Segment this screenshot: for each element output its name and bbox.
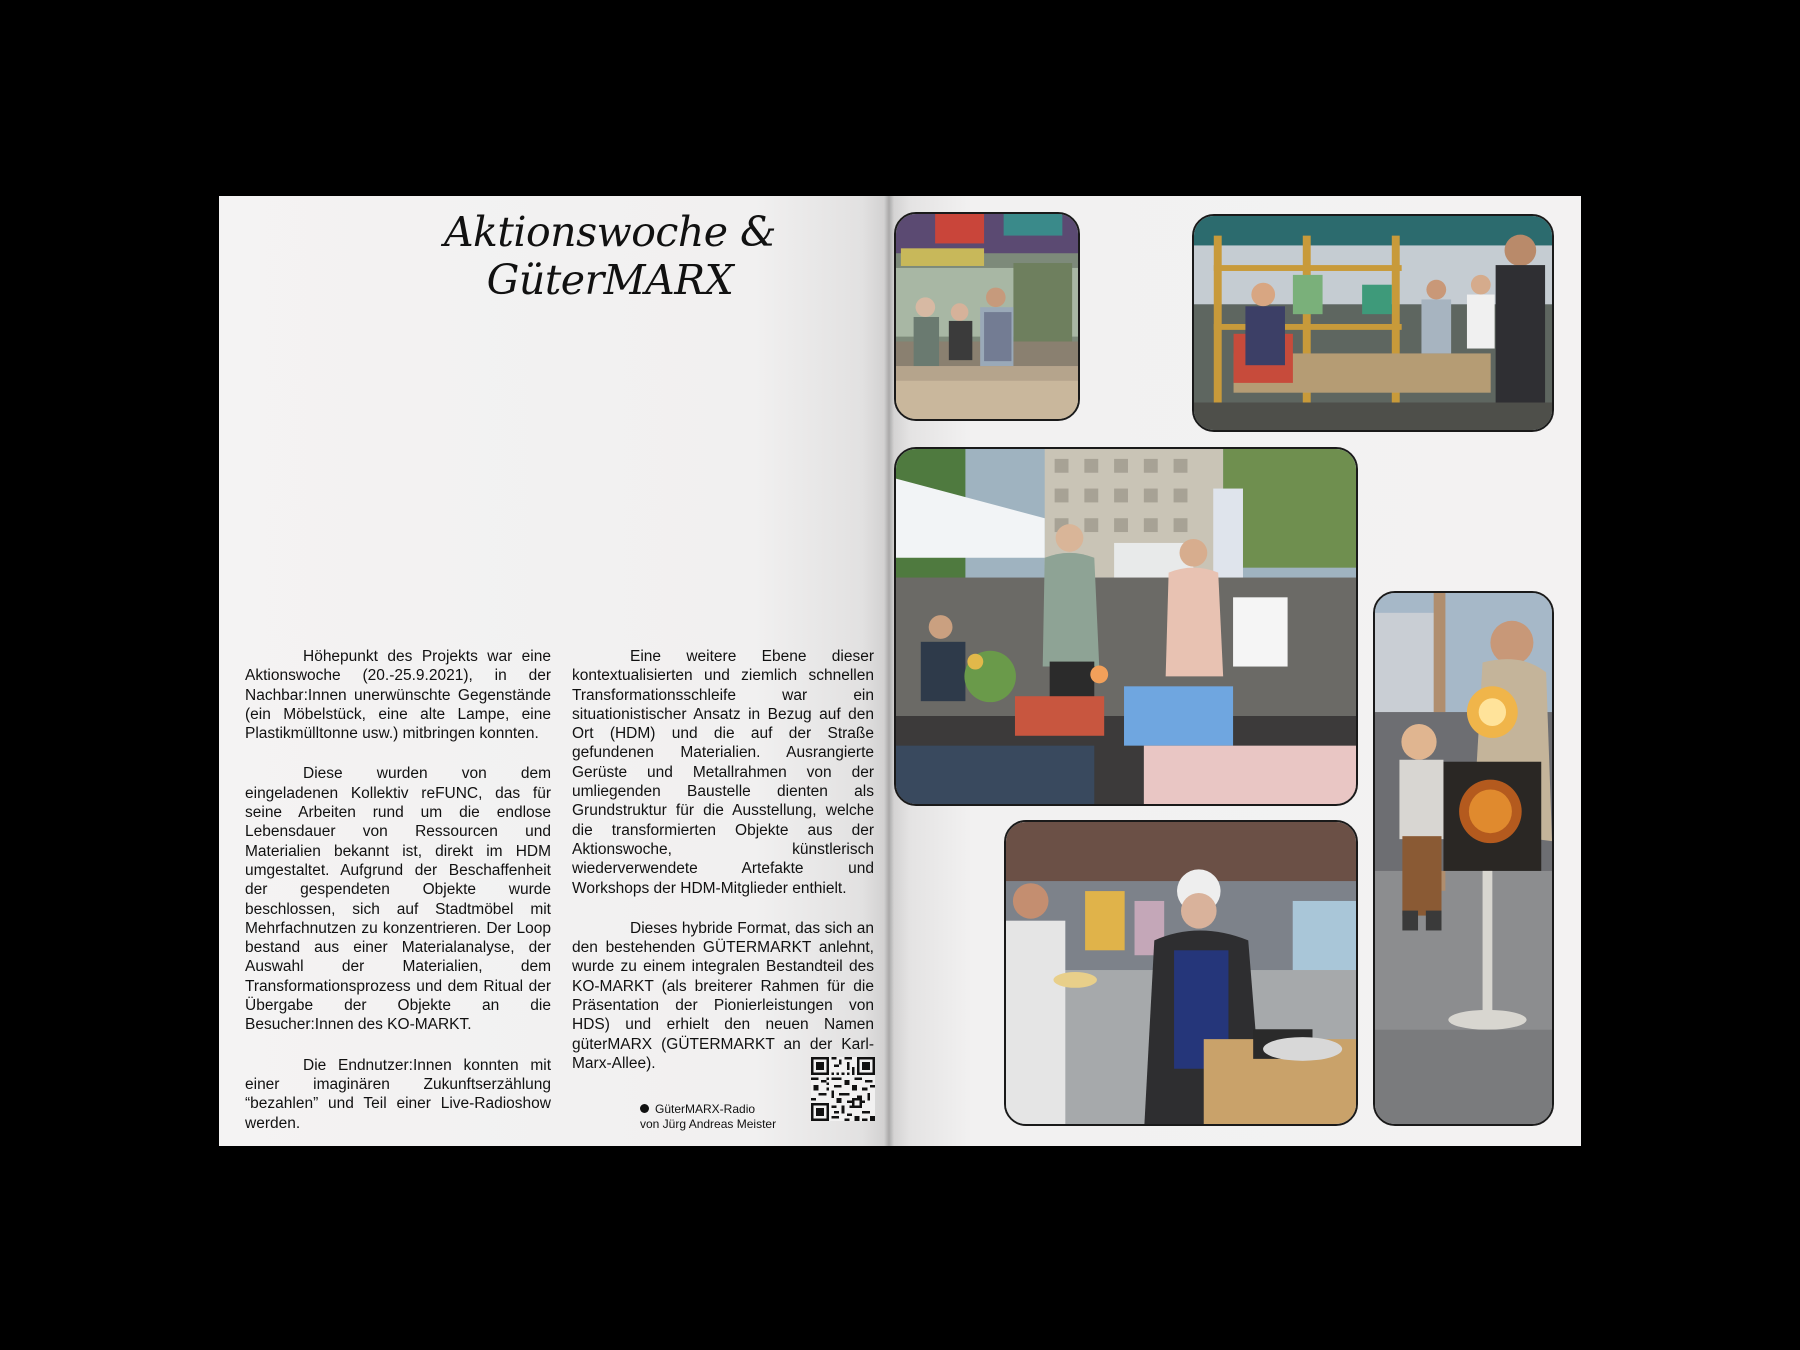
qr-code[interactable] (811, 1057, 875, 1121)
text-column-right (572, 647, 874, 1094)
photo-workshop-awning (894, 212, 1080, 421)
title-line-2: GüterMARX (486, 256, 734, 304)
radio-caption (640, 1102, 798, 1132)
paragraph: Dieses hybride Format, das sich an den bestehenden GÜTERMARKT anlehnt, wurde zu einem integralen Bestandteil des KO-MARKT (als breiterer Rahmen für die Präsentation der Pionierleistungen von HDS) und erhielt den neuen Namen güterMARX (GÜTERMARKT an der Karl-Marx-Allee). (572, 919, 874, 1072)
photo-scaffold-workshop (1192, 214, 1554, 432)
paragraph: Höhepunkt des Projekts war eine Aktionswoche (20.-25.9.2021), in der Nachbar:Innen unerwünschte Gegenstände (ein Möbelstück, eine alte Lampe, eine Plastikmülltonne usw.) mitbringen konnten. (245, 648, 551, 743)
caption-line-1: GüterMARX-Radio (655, 1102, 756, 1116)
page-title (440, 208, 780, 304)
paragraph: Diese wurden von dem eingeladenen Kollektiv reFUNC, das für seine Arbeiten rund um die endlose Lebensdauer von Ressourcen und Materialien bekannt ist, direkt im HDM umgestaltet. Aufgrund der Beschaffenheit der gespendeten Objekte wurde beschlossen, sich auf Stadtmöbel mit Mehrfachnutzen zu konzentrieren. Der Loop bestand aus einer Materialanalyse, der Auswahl der Materialien, dem Transformationsprozess und dem Ritual der Übergabe der Objekte an die Besucher:Innen des KO-MARKT. (245, 765, 551, 1034)
spine-shadow (884, 196, 894, 1146)
caption-line-2: von Jürg Andreas Meister (640, 1117, 777, 1131)
photo-child-lamp (1373, 591, 1554, 1126)
photo-market-people (894, 447, 1358, 806)
bullet-dot-icon (640, 1104, 649, 1113)
paragraph: Eine weitere Ebene dieser kontextualisierten und ziemlich schnellen Transformationsschleife war ein situationistischer Ansatz in Bezug auf den Ort (HDM) und die auf der Straße gefundenen Materialien. Ausrangierte Gerüste und Metallrahmen von der umliegenden Baustelle dienten als Grundstruktur für die Ausstellung, welche die transformierten Objekte aus der Aktionswoche, künstlerisch wiederverwendete Artefakte und Workshops der HDM-Mitglieder enthielt. (572, 648, 874, 897)
paragraph: Die Endnutzer:Innen konnten mit einer imaginären Zukunftserzählung “bezahlen” und Teil einer Live-Radioshow werden. (245, 1056, 551, 1132)
photo-woman-apron (1004, 820, 1358, 1126)
text-column-left (245, 647, 551, 1154)
title-line-1: Aktionswoche & (443, 208, 777, 256)
